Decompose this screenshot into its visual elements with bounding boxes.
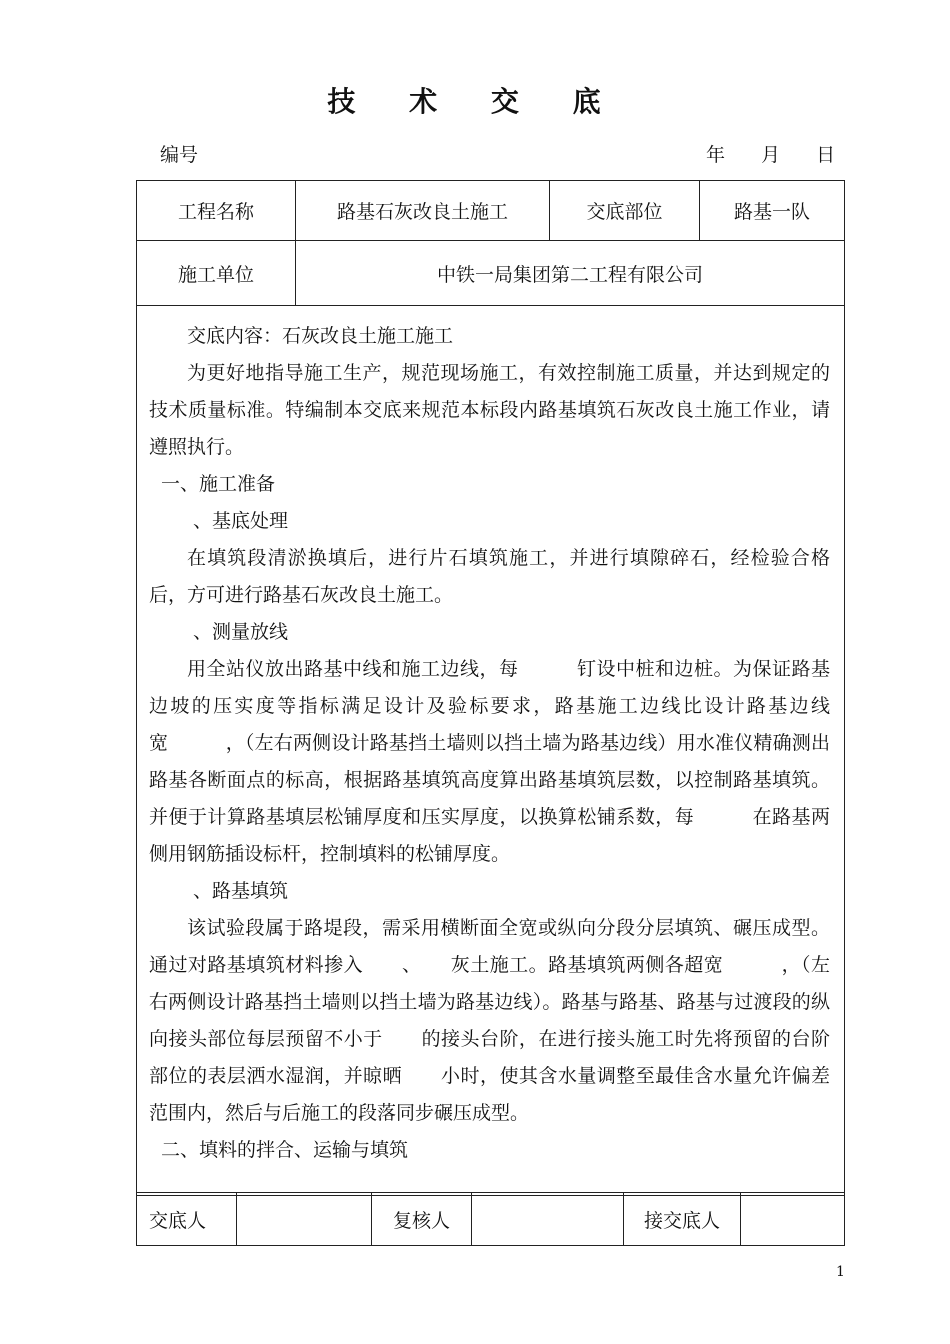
review-signature-field[interactable] (472, 1193, 624, 1246)
subheading-foundation: 、基底处理 (193, 510, 289, 532)
disclosure-table (136, 180, 845, 1196)
day-label: 日 (816, 144, 836, 166)
receiver-label: 接交底人 (624, 1193, 741, 1246)
content-purpose: 为更好地指导施工生产，规范现场施工，有效控制施工质量，并达到规定的技术质量标准。特编制本交底来规范本标段内路基填筑石灰改良土施工作业，请遵照执行。 (149, 362, 830, 458)
receiver-signature-field[interactable] (741, 1193, 845, 1246)
signature-table (136, 1192, 845, 1246)
date-line (706, 140, 835, 167)
page-number: 1 (836, 1264, 845, 1280)
content-cell (137, 306, 845, 1196)
unit-value: 中铁一局集团第二工程有限公司 (296, 241, 845, 306)
part-value: 路基一队 (700, 181, 845, 241)
project-name: 路基石灰改良土施工 (296, 181, 550, 241)
subheading-filling: 、路基填筑 (193, 880, 289, 902)
section-heading-2: 二、填料的拌合、运输与填筑 (161, 1139, 409, 1161)
subheading-survey: 、测量放线 (193, 621, 289, 643)
handover-signature-field[interactable] (237, 1193, 372, 1246)
document-title: 技 术 交 底 (327, 85, 623, 118)
content-intro: 交底内容：石灰改良土施工施工 (187, 325, 454, 347)
paragraph-survey: 用全站仪放出路基中线和施工边线，每 钉设中桩和边桩。为保证路基边坡的压实度等指标满足设计及验标要求，路基施工边线比设计路基边线宽 ，（左右两侧设计路基挡土墙则以挡土墙为路基边线）用水准仪精确测出路基各断面点的标高，根据路基填筑高度算出路基填筑层数，以控制路基填筑。并便于计算路基填层松铺厚度和压实厚度，以换算松铺系数，每 在路基两侧用钢筋插设标杆，控制填料的松铺厚度。 (149, 658, 830, 865)
paragraph-foundation: 在填筑段清淤换填后，进行片石填筑施工，并进行填隙碎石，经检验合格后，方可进行路基石灰改良土施工。 (149, 547, 830, 606)
month-label: 月 (761, 144, 781, 166)
part-label: 交底部位 (550, 181, 700, 241)
unit-label: 施工单位 (137, 241, 296, 306)
paragraph-filling: 该试验段属于路堤段，需采用横断面全宽或纵向分段分层填筑、碾压成型。通过对路基填筑材料掺入 、 灰土施工。路基填筑两侧各超宽 ，（左右两侧设计路基挡土墙则以挡土墙为路基边线）。路基与路基、路基与过渡段的纵向接头部位每层预留不小于 的接头台阶，在进行接头施工时先将预留的台阶部位的表层洒水湿润，并晾晒 小时，使其含水量调整至最佳含水量允许偏差范围内，然后与后施工的段落同步碾压成型。 (149, 917, 830, 1124)
handover-label: 交底人 (137, 1193, 237, 1246)
project-name-label: 工程名称 (137, 181, 296, 241)
review-label: 复核人 (372, 1193, 472, 1246)
year-label: 年 (706, 144, 726, 166)
section-heading-1: 一、施工准备 (161, 473, 276, 495)
number-label: 编号 (160, 144, 199, 166)
